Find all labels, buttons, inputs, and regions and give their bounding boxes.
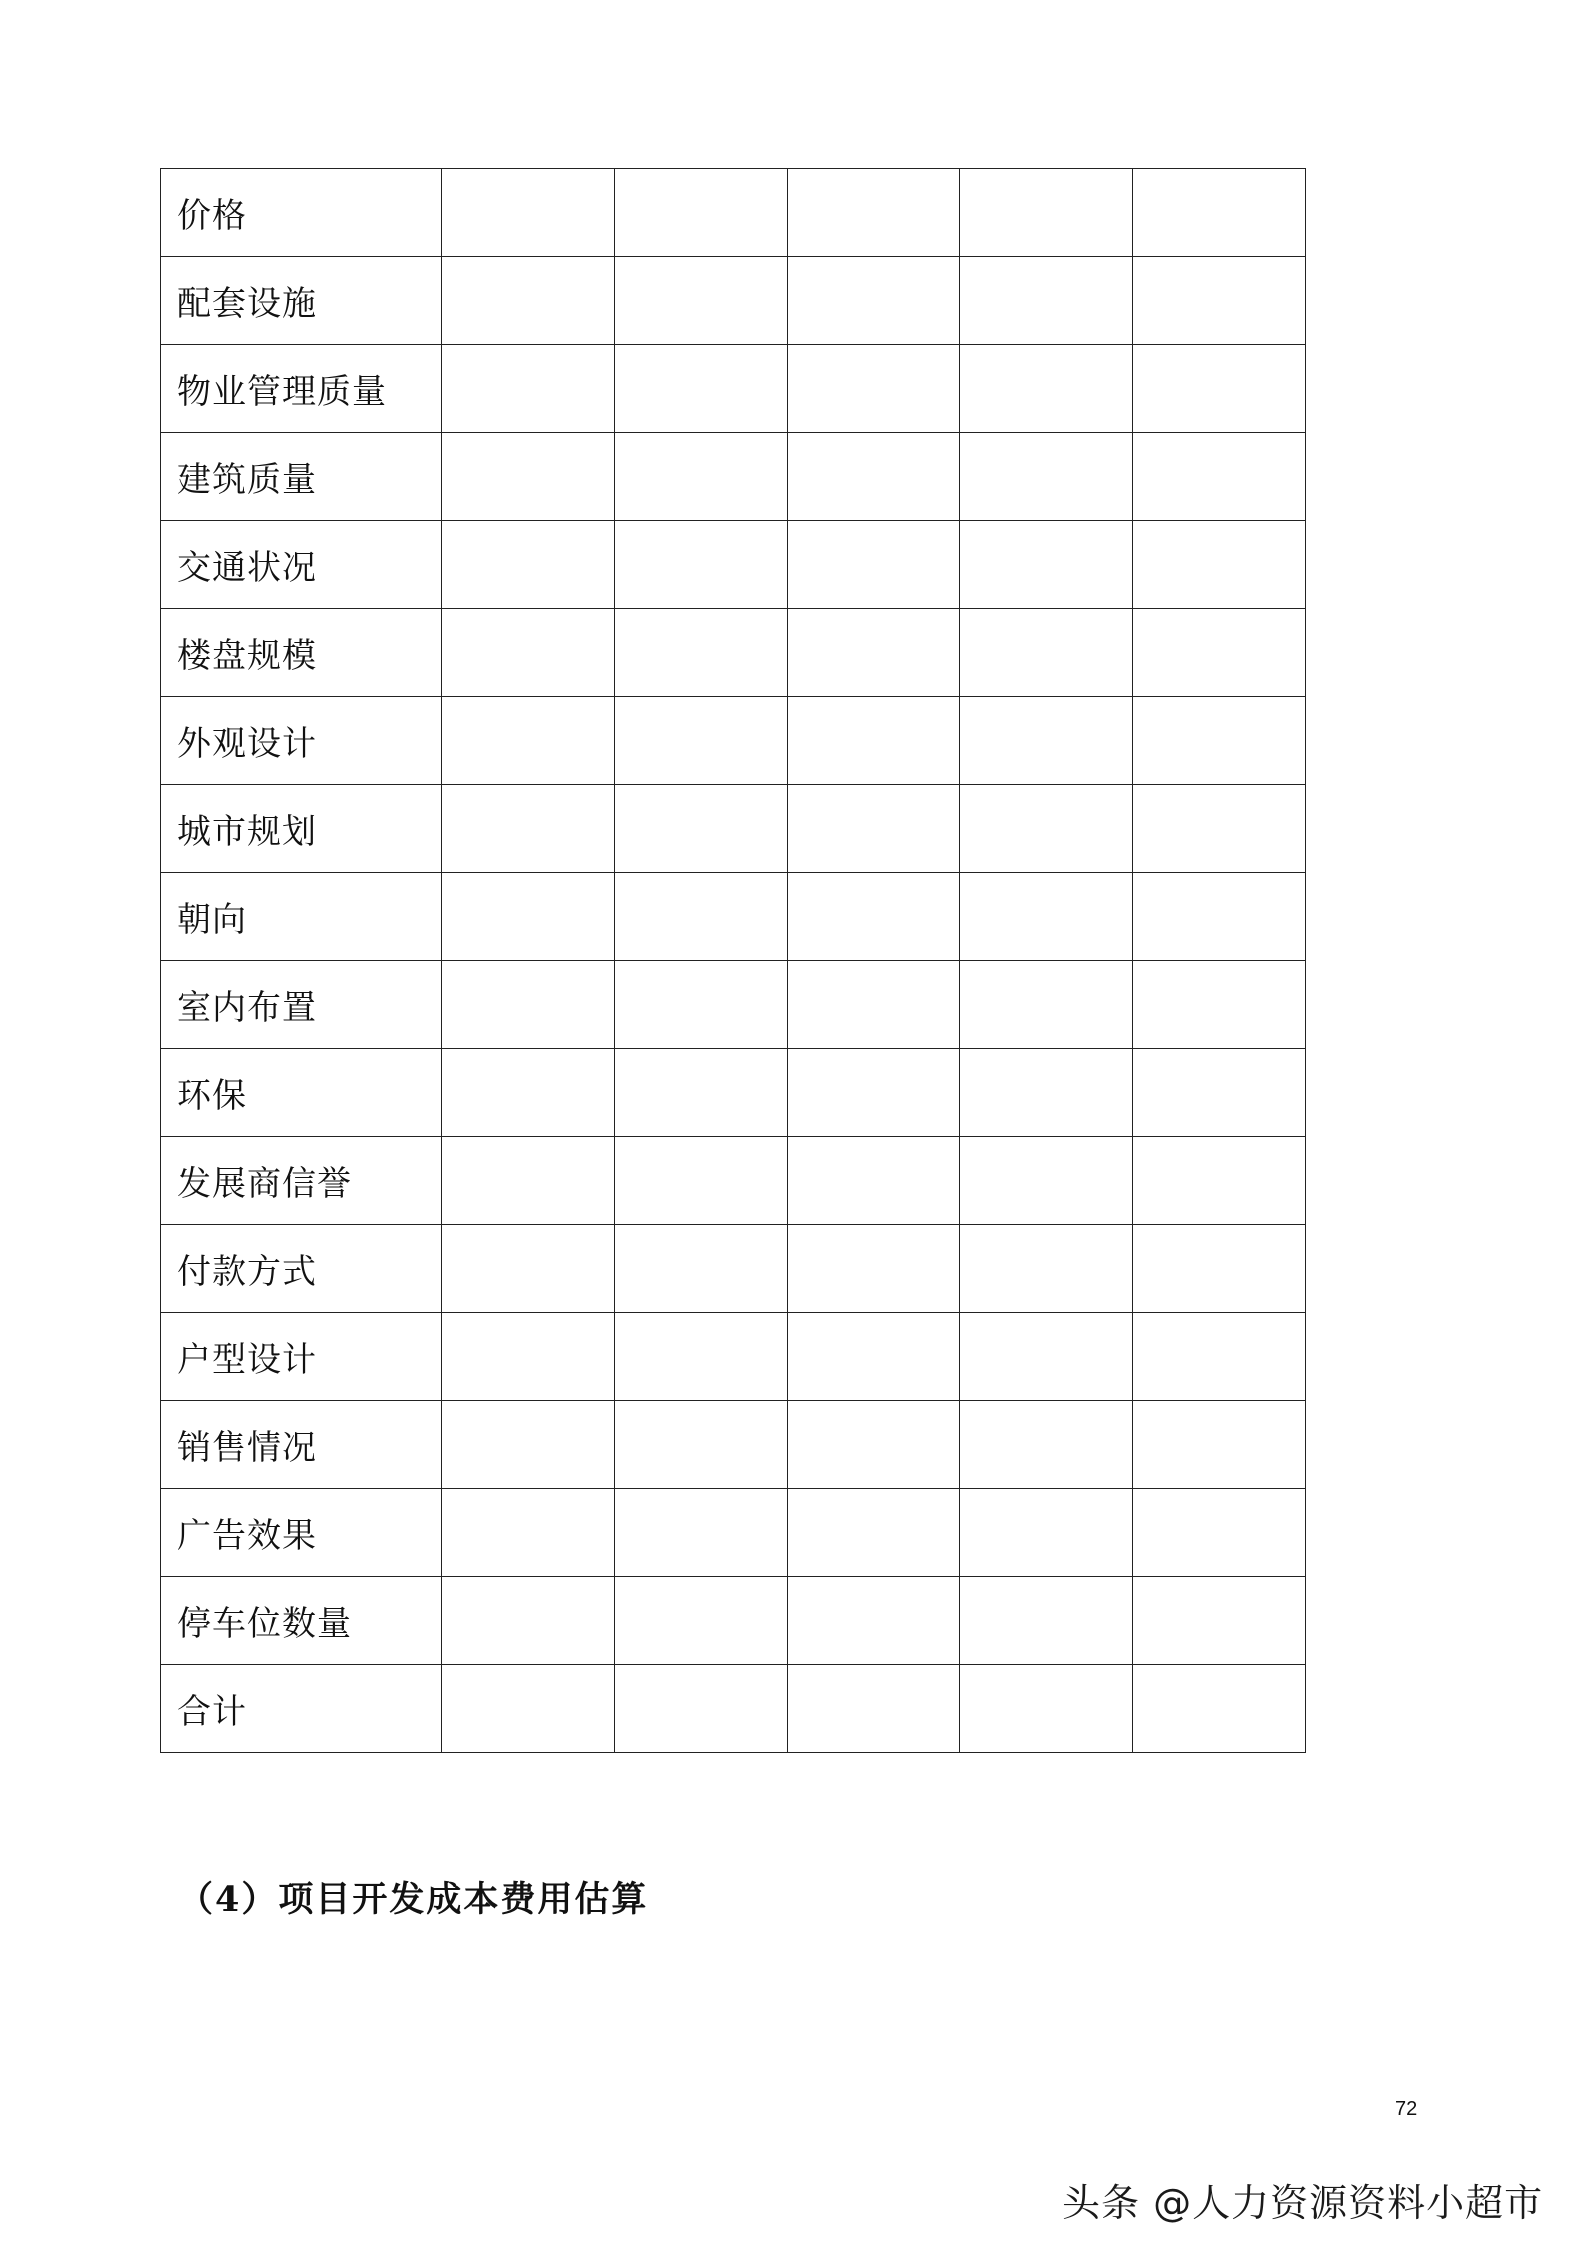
empty-cell xyxy=(787,1577,960,1665)
empty-cell xyxy=(614,785,787,873)
row-label: 付款方式 xyxy=(161,1225,442,1313)
empty-cell xyxy=(787,1225,960,1313)
empty-cell xyxy=(787,1137,960,1225)
table-row xyxy=(161,257,1306,345)
empty-cell xyxy=(614,521,787,609)
empty-cell xyxy=(614,257,787,345)
empty-cell xyxy=(960,1665,1133,1753)
table-row xyxy=(161,345,1306,433)
empty-cell xyxy=(1133,433,1306,521)
empty-cell xyxy=(614,345,787,433)
empty-cell xyxy=(614,169,787,257)
empty-cell xyxy=(614,873,787,961)
empty-cell xyxy=(1133,1313,1306,1401)
empty-cell xyxy=(614,1665,787,1753)
empty-cell xyxy=(960,345,1133,433)
empty-cell xyxy=(1133,1489,1306,1577)
empty-cell xyxy=(442,1049,615,1137)
empty-cell xyxy=(1133,1137,1306,1225)
empty-cell xyxy=(442,169,615,257)
table-row xyxy=(161,1313,1306,1401)
empty-cell xyxy=(787,1401,960,1489)
empty-cell xyxy=(614,1489,787,1577)
empty-cell xyxy=(442,1401,615,1489)
empty-cell xyxy=(442,1577,615,1665)
table-row xyxy=(161,169,1306,257)
empty-cell xyxy=(960,961,1133,1049)
table-row xyxy=(161,433,1306,521)
empty-cell xyxy=(614,1313,787,1401)
evaluation-table xyxy=(160,168,1306,1753)
empty-cell xyxy=(1133,1665,1306,1753)
empty-cell xyxy=(614,609,787,697)
empty-cell xyxy=(960,1137,1133,1225)
table-row xyxy=(161,1137,1306,1225)
empty-cell xyxy=(1133,1225,1306,1313)
empty-cell xyxy=(787,1665,960,1753)
row-label: 合计 xyxy=(161,1665,442,1753)
row-label: 建筑质量 xyxy=(161,433,442,521)
section-heading: （4）项目开发成本费用估算 xyxy=(178,1879,649,1920)
empty-cell xyxy=(960,609,1133,697)
empty-cell xyxy=(442,873,615,961)
empty-cell xyxy=(960,1401,1133,1489)
empty-cell xyxy=(787,345,960,433)
empty-cell xyxy=(1133,1401,1306,1489)
empty-cell xyxy=(614,697,787,785)
empty-cell xyxy=(787,1313,960,1401)
row-label: 室内布置 xyxy=(161,961,442,1049)
row-label: 楼盘规模 xyxy=(161,609,442,697)
table-row xyxy=(161,1049,1306,1137)
table-row xyxy=(161,873,1306,961)
row-label: 交通状况 xyxy=(161,521,442,609)
empty-cell xyxy=(442,1665,615,1753)
empty-cell xyxy=(960,257,1133,345)
empty-cell xyxy=(442,1489,615,1577)
empty-cell xyxy=(614,1049,787,1137)
table-row xyxy=(161,1665,1306,1753)
empty-cell xyxy=(960,697,1133,785)
empty-cell xyxy=(960,521,1133,609)
empty-cell xyxy=(442,433,615,521)
empty-cell xyxy=(614,1577,787,1665)
table-row xyxy=(161,521,1306,609)
empty-cell xyxy=(442,257,615,345)
empty-cell xyxy=(960,785,1133,873)
empty-cell xyxy=(614,961,787,1049)
empty-cell xyxy=(787,433,960,521)
empty-cell xyxy=(960,1225,1133,1313)
empty-cell xyxy=(960,1313,1133,1401)
empty-cell xyxy=(1133,345,1306,433)
empty-cell xyxy=(442,1313,615,1401)
row-label: 发展商信誉 xyxy=(161,1137,442,1225)
empty-cell xyxy=(1133,697,1306,785)
empty-cell xyxy=(787,873,960,961)
empty-cell xyxy=(442,1225,615,1313)
empty-cell xyxy=(787,169,960,257)
empty-cell xyxy=(1133,169,1306,257)
empty-cell xyxy=(1133,521,1306,609)
empty-cell xyxy=(960,873,1133,961)
table-row xyxy=(161,697,1306,785)
table-row xyxy=(161,1225,1306,1313)
empty-cell xyxy=(960,1489,1133,1577)
empty-cell xyxy=(1133,961,1306,1049)
row-label: 销售情况 xyxy=(161,1401,442,1489)
page-number: 72 xyxy=(1395,2098,1418,2120)
table-row xyxy=(161,785,1306,873)
row-label: 城市规划 xyxy=(161,785,442,873)
empty-cell xyxy=(442,609,615,697)
empty-cell xyxy=(787,697,960,785)
row-label: 户型设计 xyxy=(161,1313,442,1401)
row-label: 朝向 xyxy=(161,873,442,961)
empty-cell xyxy=(1133,1577,1306,1665)
empty-cell xyxy=(960,169,1133,257)
table-row xyxy=(161,609,1306,697)
table-row xyxy=(161,1489,1306,1577)
empty-cell xyxy=(442,961,615,1049)
empty-cell xyxy=(614,1401,787,1489)
table-row xyxy=(161,1401,1306,1489)
empty-cell xyxy=(1133,873,1306,961)
empty-cell xyxy=(1133,609,1306,697)
empty-cell xyxy=(1133,257,1306,345)
row-label: 配套设施 xyxy=(161,257,442,345)
empty-cell xyxy=(960,1049,1133,1137)
table-row xyxy=(161,961,1306,1049)
watermark-text: 头条 @人力资源资料小超市 xyxy=(1062,2181,1544,2225)
table-row xyxy=(161,1577,1306,1665)
empty-cell xyxy=(787,521,960,609)
empty-cell xyxy=(442,521,615,609)
empty-cell xyxy=(787,785,960,873)
empty-cell xyxy=(614,1225,787,1313)
empty-cell xyxy=(960,433,1133,521)
empty-cell xyxy=(1133,1049,1306,1137)
empty-cell xyxy=(614,433,787,521)
row-label: 停车位数量 xyxy=(161,1577,442,1665)
evaluation-table-body xyxy=(161,169,1306,1753)
row-label: 物业管理质量 xyxy=(161,345,442,433)
empty-cell xyxy=(787,609,960,697)
empty-cell xyxy=(1133,785,1306,873)
row-label: 价格 xyxy=(161,169,442,257)
row-label: 环保 xyxy=(161,1049,442,1137)
row-label: 广告效果 xyxy=(161,1489,442,1577)
empty-cell xyxy=(442,697,615,785)
empty-cell xyxy=(442,785,615,873)
row-label: 外观设计 xyxy=(161,697,442,785)
empty-cell xyxy=(787,1489,960,1577)
empty-cell xyxy=(442,1137,615,1225)
empty-cell xyxy=(787,257,960,345)
empty-cell xyxy=(960,1577,1133,1665)
empty-cell xyxy=(787,1049,960,1137)
empty-cell xyxy=(442,345,615,433)
empty-cell xyxy=(787,961,960,1049)
empty-cell xyxy=(614,1137,787,1225)
